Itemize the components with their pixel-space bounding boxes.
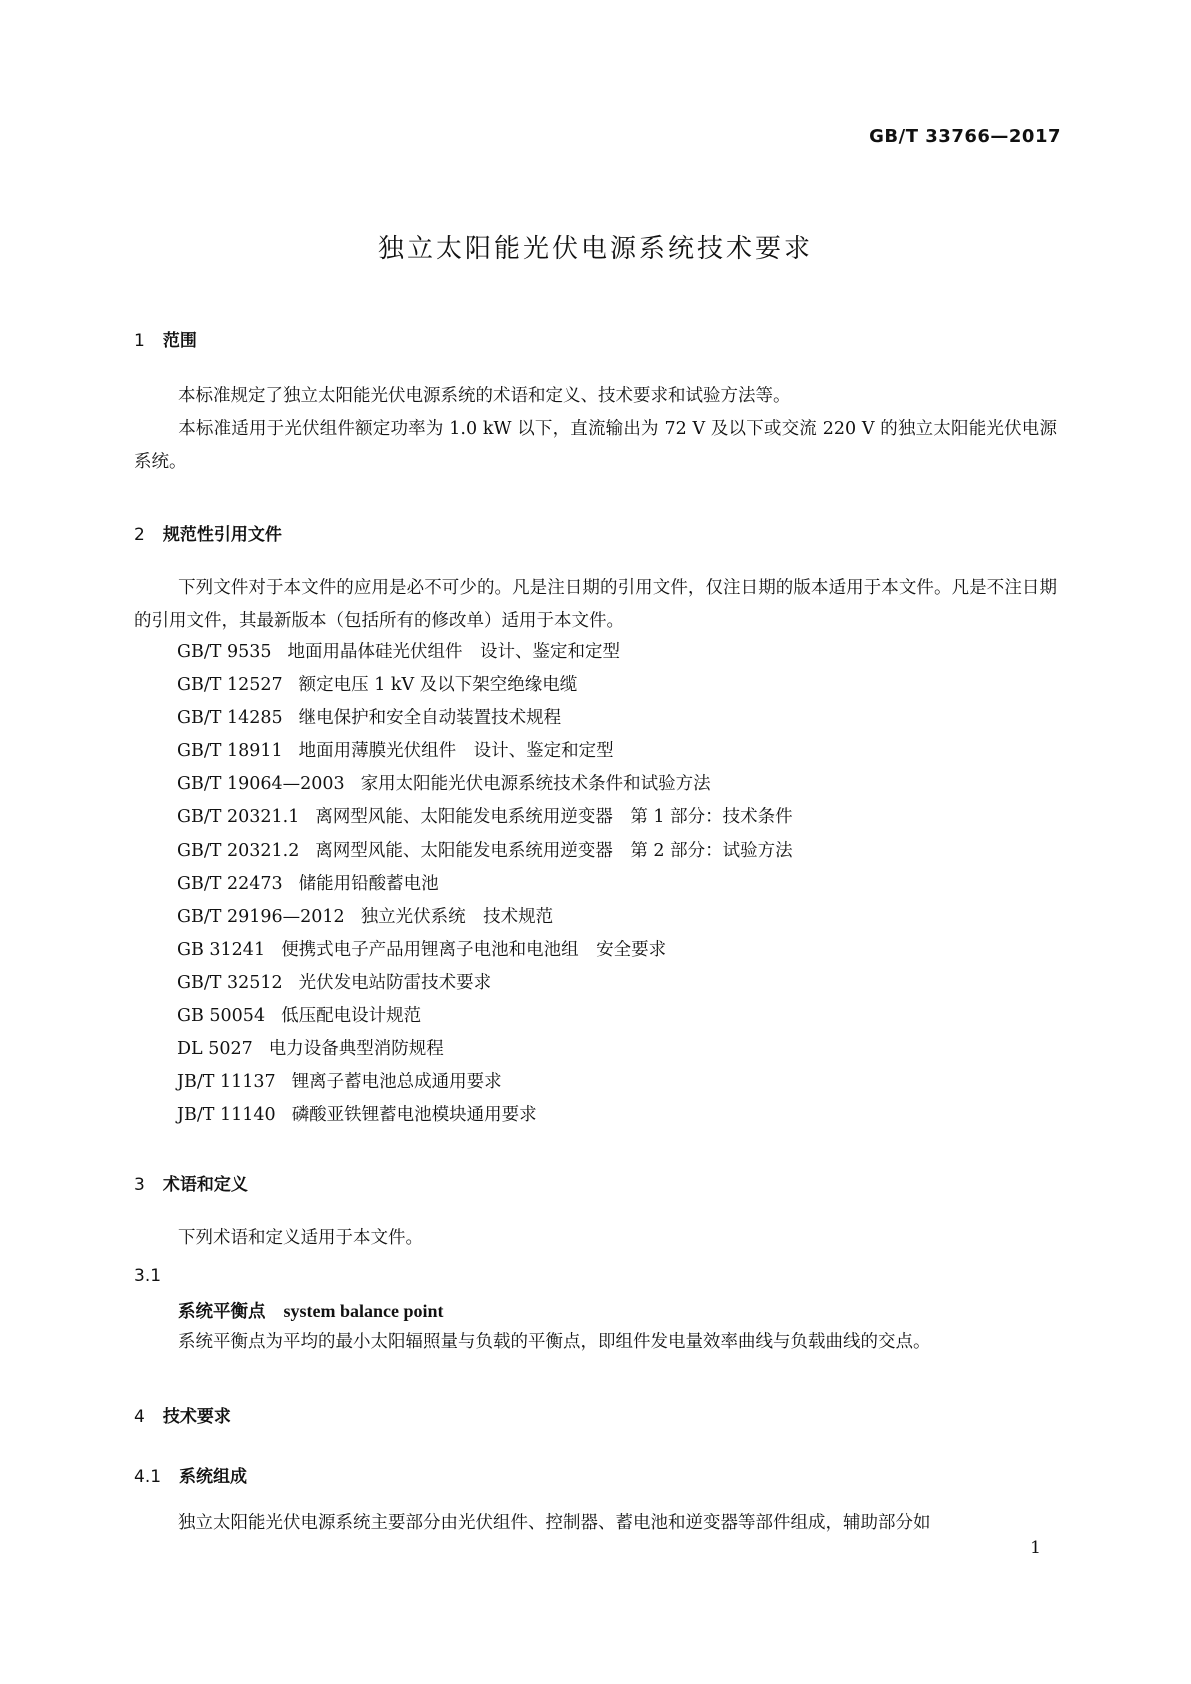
paragraph-text: 下列术语和定义适用于本文件。 (178, 1228, 423, 1248)
section-title: 术语和定义 (162, 1175, 248, 1195)
reference-code: JB/T 11140 (177, 1105, 276, 1126)
standard-code: GB/T 33766—2017 (869, 126, 1061, 147)
section-number: 3 (134, 1175, 145, 1195)
reference-title: 地面用晶体硅光伏组件 设计、鉴定和定型 (287, 642, 621, 662)
reference-item (177, 868, 793, 901)
reference-item (177, 835, 793, 868)
reference-code: GB/T 12527 (177, 675, 283, 696)
reference-title: 低压配电设计规范 (281, 1006, 422, 1027)
reference-code: GB/T 22473 (177, 873, 283, 894)
term-entry (178, 1298, 444, 1323)
reference-item (177, 967, 793, 1000)
reference-item (177, 669, 793, 702)
term-number: 3.1 (134, 1266, 162, 1286)
reference-title: 电力设备典型消防规程 (268, 1039, 444, 1060)
term-english: system balance point (283, 1301, 444, 1321)
term-chinese: 系统平衡点 (178, 1302, 266, 1322)
reference-title: 光伏发电站防雷技术要求 (298, 972, 492, 993)
reference-code: JB/T 11137 (177, 1072, 276, 1093)
term-definition (134, 1326, 1057, 1359)
reference-title: 离网型风能、太阳能发电系统用逆变器 第 2 部分：试验方法 (315, 840, 793, 861)
reference-item (177, 1033, 793, 1066)
section-number: 2 (134, 525, 145, 545)
reference-code: GB 31241 (177, 939, 266, 960)
subsection-4-1-heading (134, 1462, 247, 1487)
section-1-heading (134, 326, 197, 351)
section-number: 4 (134, 1407, 145, 1427)
reference-item (177, 768, 793, 801)
paragraph-text: 本标准适用于光伏组件额定功率为 1.0 kW 以下，直流输出为 72 V 及以下或交流 220 V 的独立太阳能光伏电源系统。 (134, 419, 1057, 472)
reference-code: GB 50054 (177, 1006, 266, 1027)
section-3-heading (134, 1170, 248, 1195)
reference-code: GB/T 20321.1 (177, 807, 300, 828)
section-number: 1 (134, 331, 145, 351)
reference-item (177, 636, 793, 669)
paragraph-text: 本标准规定了独立太阳能光伏电源系统的术语和定义、技术要求和试验方法等。 (178, 386, 791, 406)
reference-title: 独立光伏系统 技术规范 (360, 906, 554, 927)
reference-title: 便携式电子产品用锂离子电池和电池组 安全要求 (281, 939, 667, 960)
reference-title: 离网型风能、太阳能发电系统用逆变器 第 1 部分：技术条件 (315, 807, 793, 828)
page-number: 1 (1030, 1538, 1041, 1558)
paragraph-text: 下列文件对于本文件的应用是必不可少的。凡是注日期的引用文件，仅注日期的版本适用于本文件。凡是不注日期的引用文件，其最新版本（包括所有的修改单）适用于本文件。 (134, 578, 1057, 631)
reference-title: 锂离子蓄电池总成通用要求 (291, 1072, 502, 1093)
section-1-paragraph-1 (134, 380, 1057, 413)
reference-code: GB/T 19064—2003 (177, 774, 345, 795)
section-3-intro (134, 1222, 1057, 1255)
reference-title: 家用太阳能光伏电源系统技术条件和试验方法 (360, 774, 711, 795)
reference-code: GB/T 29196—2012 (177, 906, 345, 927)
reference-title: 储能用铅酸蓄电池 (298, 873, 439, 894)
reference-code: DL 5027 (177, 1039, 253, 1060)
reference-title: 额定电压 1 kV 及以下架空绝缘电缆 (298, 675, 578, 696)
reference-code: GB/T 14285 (177, 708, 283, 729)
paragraph-text: 独立太阳能光伏电源系统主要部分由光伏组件、控制器、蓄电池和逆变器等部件组成，辅助部分如 (178, 1513, 931, 1533)
section-2-intro (134, 572, 1057, 638)
section-4-heading (134, 1402, 231, 1427)
reference-item (177, 1000, 793, 1033)
reference-code: GB/T 20321.2 (177, 840, 300, 861)
normative-references-list (177, 636, 793, 1132)
subsection-4-1-paragraph (134, 1507, 1057, 1540)
reference-item (177, 1099, 793, 1132)
subsection-title: 系统组成 (179, 1467, 248, 1487)
reference-item (177, 735, 793, 768)
section-title: 范围 (162, 331, 197, 351)
document-title: 独立太阳能光伏电源系统技术要求 (377, 234, 813, 264)
reference-code: GB/T 32512 (177, 972, 283, 993)
reference-title: 磷酸亚铁锂蓄电池模块通用要求 (291, 1105, 537, 1126)
reference-title: 继电保护和安全自动装置技术规程 (298, 708, 562, 729)
reference-title: 地面用薄膜光伏组件 设计、鉴定和定型 (298, 741, 614, 762)
reference-code: GB/T 18911 (177, 741, 283, 762)
reference-item (177, 801, 793, 834)
section-1-paragraph-2 (134, 413, 1057, 479)
section-title: 规范性引用文件 (162, 525, 282, 545)
reference-item (177, 901, 793, 934)
section-2-heading (134, 520, 282, 545)
reference-item (177, 1066, 793, 1099)
reference-code: GB/T 9535 (177, 642, 272, 662)
paragraph-text: 系统平衡点为平均的最小太阳辐照量与负载的平衡点，即组件发电量效率曲线与负载曲线的交点。 (178, 1332, 931, 1352)
reference-item (177, 702, 793, 735)
section-title: 技术要求 (162, 1407, 231, 1427)
subsection-number: 4.1 (134, 1467, 162, 1487)
reference-item (177, 934, 793, 967)
